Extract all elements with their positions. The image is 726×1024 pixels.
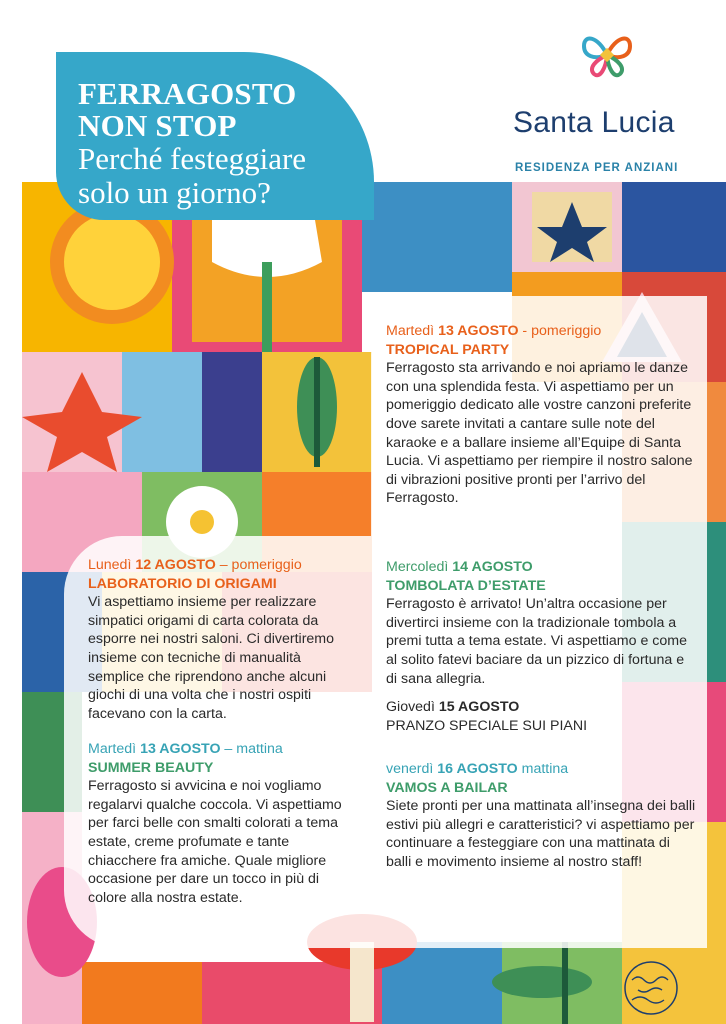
event-date: venerdì 16 AGOSTO mattina (386, 761, 569, 777)
event-description: Siete pronti per una mattinata all’insegna dei balli estivi più allegri e caratteristici? vi aspettiamo per continuare a festeggiare con una mattinata di balli e movimento insieme al nostro staff! (386, 798, 696, 870)
title-line-1: FERRAGOSTO (78, 76, 297, 111)
event-pranzo-speciale (386, 698, 698, 735)
subtitle-line-1: Perché festeggiare (78, 141, 307, 176)
event-summer-beauty (88, 740, 360, 907)
butterfly-icon (580, 30, 634, 80)
event-title: VAMOS A BAILAR (386, 779, 508, 796)
event-laboratorio-origami (88, 556, 360, 723)
event-description: Ferragosto è arrivato! Un’altra occasione per divertirci insieme con la tradizionale tombola a premi tutta a tema estate. Vi aspettiamo e come al solito fatevi baciare da un pizzico di fortuna e di sana allegria. (386, 596, 687, 687)
event-title: PRANZO SPECIALE SUI PIANI (386, 717, 588, 734)
event-date: Lunedì 12 AGOSTO – pomeriggio (88, 557, 302, 573)
event-title: TOMBOLATA D’ESTATE (386, 577, 546, 594)
event-date: Giovedì 15 AGOSTO (386, 699, 520, 715)
event-tombolata (386, 558, 698, 688)
logo-tagline: RESIDENZA PER ANZIANI (515, 162, 679, 174)
logo-name: Santa Lucia (513, 106, 675, 139)
event-title: LABORATORIO DI ORIGAMI (88, 575, 277, 592)
event-title: TROPICAL PARTY (386, 341, 510, 358)
event-description: Ferragosto sta arrivando e noi apriamo le danze con una splendida festa. Vi aspettiamo per un pomeriggio dedicato alle vostre canzoni preferite dove sarete invitati a cantare sulle note del karaoke e a ballare insieme all’Equipe di Santa Lucia. Vi aspettiamo per riempire il nostro salone di vibrazioni positive pronti per l’arrivo del Ferragosto. (386, 360, 693, 507)
event-title: SUMMER BEAUTY (88, 759, 214, 776)
artist-signature-mark (616, 960, 686, 1016)
event-description: Vi aspettiamo insieme per realizzare simpatici origami di carta colorata da esporre nei nostri saloni. Ci divertiremo insieme con tecniche di manualità semplice che riprendono anche alcuni giochi di una volta che i nostri ospiti facevano con la carta. (88, 594, 335, 722)
subtitle-line-2: solo un giorno? (78, 175, 271, 210)
event-date: Martedì 13 AGOSTO – mattina (88, 741, 283, 757)
santa-lucia-logo (505, 30, 715, 174)
event-date: Mercoledì 14 AGOSTO (386, 559, 533, 575)
title-line-2: NON STOP (78, 108, 237, 143)
title-banner (56, 52, 374, 220)
event-description: Ferragosto si avvicina e noi vogliamo regalarvi qualche coccola. Vi aspettiamo per farci belle con smalti colorati a tema estate, creme profumate e tante chiacchere fra amiche. Quale migliore occasione per dare un tocco in più di colore alla nostra estate. (88, 778, 342, 906)
event-vamos-a-bailar (386, 760, 698, 872)
event-date: Martedì 13 AGOSTO - pomeriggio (386, 323, 602, 339)
event-tropical-party (386, 322, 698, 508)
